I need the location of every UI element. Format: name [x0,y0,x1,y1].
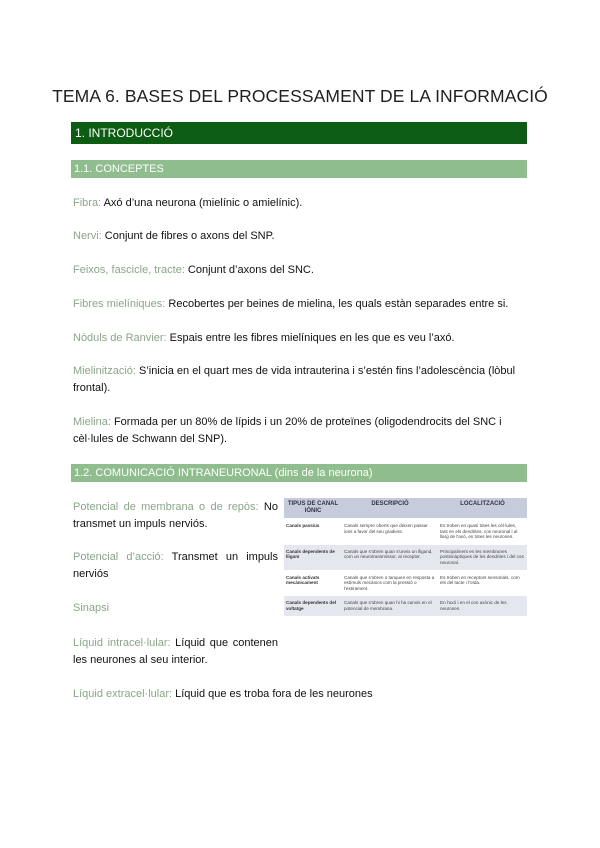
definition-term: Nervi: [73,230,102,242]
table-cell: Es troben en receptors sensorials, com els del tacte i l'oïda. [438,570,527,596]
definition-term: Nòduls de Ranvier: [73,332,167,344]
definition-fibres-mieliniques [73,296,525,313]
table-cell: Canals activats mecànicament [284,570,342,596]
table-row [284,519,527,545]
table-row [284,570,527,596]
definition-nervi [73,228,525,245]
definition-liquid-intracellular [73,635,278,669]
table-cell: Principalment en les membranes postsinàptiques de les dendrites i del cos neuronal. [438,544,527,570]
definition-potencial-accio [73,549,278,583]
table-cell: Canals que s'obren quan hi ha canvis en el potencial de membrana. [342,596,438,616]
definition-noduls-ranvier [73,330,525,347]
definition-text: Líquid que es troba fora de les neurones [172,688,373,700]
definition-text: Conjunt de fibres o axons del SNP. [101,230,275,242]
definition-term: Mielina: [73,416,111,428]
section-heading-introduccio: 1. INTRODUCCIÓ [71,122,527,144]
definition-text: Líquid que contenen les neurones al seu interior. [73,637,278,666]
table-header-row [284,498,527,519]
table-cell: Canals que s'obren o tanquen en resposta a estímuls mecànics com la pressió o l'estirament. [342,570,438,596]
definition-potencial-membrana [73,499,278,533]
definition-text: Recobertes per beines de mielina, les quals estàn separades entre si. [165,298,509,310]
table-cell: Canals passius [284,519,342,545]
table-cell: En l'axó i en el con axònic de les neurones. [438,596,527,616]
definition-mielina [73,414,525,448]
definition-term: Sinapsi [73,602,110,614]
definition-term: Potencial d’acció: [73,551,164,563]
definition-term: Líquid extracel·lular: [73,688,173,700]
table-cell: Es troben en quasi totes les cèl·lules, tant en els dendrites, cos neuronal i al llarg de l'axó, en totes les neurones. [438,519,527,545]
ion-channel-table [284,498,527,616]
definition-sinapsi [73,600,278,617]
table-header-cell: TIPUS DE CANAL IÒNIC [284,498,342,519]
table-cell: Canals sempre oberts que deixen passar ions a favor del seu gradient. [342,519,438,545]
table-header-cell: LOCALITZACIÓ [438,498,527,519]
definition-term: Fibres mielíniques: [73,298,166,310]
subsection-heading-conceptes: 1.1. CONCEPTES [71,160,527,178]
definition-text: Conjunt d’axons del SNC. [184,264,314,276]
subsection-heading-comunicacio: 1.2. COMUNICACIÓ INTRANEURONAL (dins de la neurona) [71,464,527,482]
table-cell: Canals que s'obren quan s'uneix un lligand, com un neurotransmissor, al receptor. [342,544,438,570]
definition-term: Fibra: [73,197,102,209]
definition-text: No transmet un impuls nerviós. [73,501,278,530]
table-cell: Canals dependents del voltatge [284,596,342,616]
definition-term: Potencial de membrana o de repòs: [73,501,259,513]
definition-text: Espais entre les fibres mielíniques en les que es veu l’axó. [166,332,455,344]
definition-feixos [73,262,525,279]
definition-term: Feixos, fascicle, tracte: [73,264,185,276]
definition-term: Líquid intracel·lular: [73,637,171,649]
definition-term: Mielinització: [73,365,136,377]
definition-liquid-extracellular [73,686,525,703]
page-title: TEMA 6. BASES DEL PROCESSAMENT DE LA INFORMACIÓ [52,86,548,106]
definition-fibra [73,195,525,212]
definition-text: Formada per un 80% de lípids i un 20% de proteïnes (oligodendrocits del SNC i cèl·lules de Schwann del SNP). [73,416,502,445]
definition-text: Axó d’una neurona (mielínic o amielínic). [101,197,303,209]
table-row [284,544,527,570]
definition-text: S’inicia en el quart mes de vida intrauterina i s’estén fins l’adolescència (lòbul frontal). [73,365,516,394]
definition-text: Transmet un impuls nerviós [73,551,278,580]
definition-mielinitzacio [73,363,525,397]
table-header-cell: DESCRIPCIÓ [342,498,438,519]
table-cell: Canals dependents de lligam [284,544,342,570]
table-row [284,596,527,616]
